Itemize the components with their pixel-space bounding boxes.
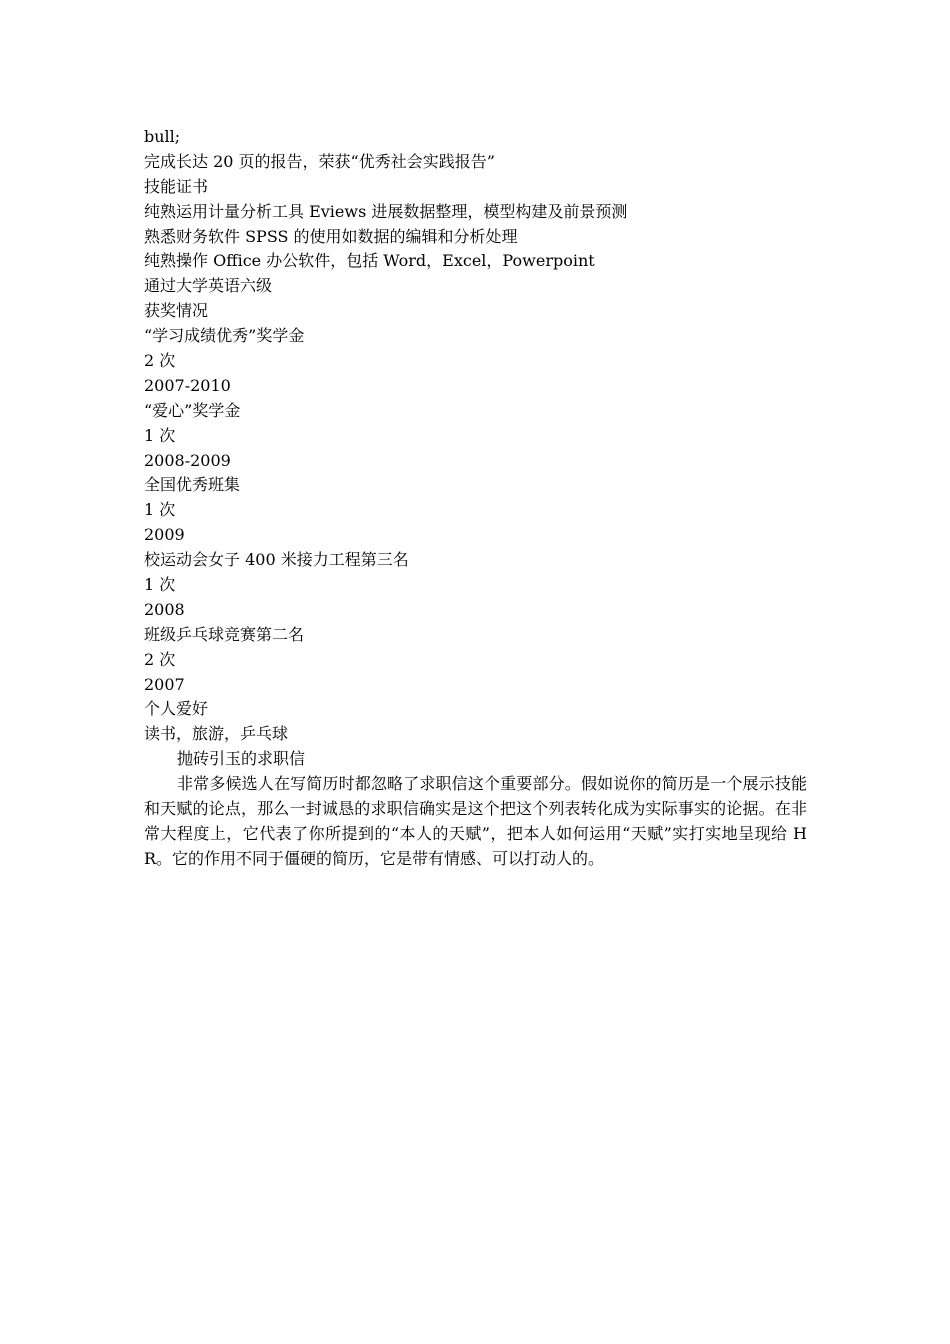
award-period: 2007 — [144, 674, 185, 694]
text-line: 熟悉财务软件 SPSS 的使用如数据的编辑和分析处理 — [144, 226, 518, 246]
text-line: 纯熟运用计量分析工具 Eviews 进展数据整理，模型构建及前景预测 — [144, 201, 628, 221]
award-name: “学习成绩优秀”奖学金 — [144, 326, 305, 346]
text-line: 纯熟操作 Office 办公软件，包括 Word，Excel，Powerpoint — [144, 251, 595, 271]
text-line: bull; — [144, 127, 181, 146]
section-heading-skills: 技能证书 — [144, 176, 209, 196]
award-period: 2008 — [144, 599, 185, 619]
award-period: 2009 — [144, 525, 185, 545]
section-heading-awards: 获奖情况 — [144, 301, 209, 321]
section-title: 抛砖引玉的求职信 — [177, 749, 306, 769]
text-line: 完成长达 20 页的报告，荣获“优秀社会实践报告” — [144, 151, 495, 171]
award-count: 1 次 — [144, 500, 176, 520]
text-line: 读书，旅游，乒乓球 — [144, 724, 289, 744]
award-count: 1 次 — [144, 575, 176, 595]
award-count: 2 次 — [144, 351, 176, 371]
award-count: 1 次 — [144, 425, 176, 445]
document-body — [144, 125, 807, 872]
text-line: 通过大学英语六级 — [144, 276, 273, 296]
award-count: 2 次 — [144, 649, 176, 669]
body-paragraph: 非常多候选人在写简历时都忽略了求职信这个重要部分。假如说你的简历是一个展示技能和天赋的论点，那么一封诚恳的求职信确实是这个把这个列表转化成为实际事实的论据。在非常大程度上，它代表了你所提到的“本人的天赋”，把本人如何运用“天赋”实打实地呈现给 HR。它的作用不同于僵硬的简历，它是带有情感、可以打动人的。 — [144, 774, 807, 868]
award-period: 2008-2009 — [144, 450, 231, 470]
award-name: 班级乒乓球竞赛第二名 — [144, 624, 305, 644]
section-heading-hobbies: 个人爱好 — [144, 699, 209, 719]
award-period: 2007-2010 — [144, 375, 231, 395]
award-name: 校运动会女子 400 米接力工程第三名 — [144, 550, 409, 570]
award-name: “爱心”奖学金 — [144, 400, 241, 420]
award-name: 全国优秀班集 — [144, 475, 241, 495]
